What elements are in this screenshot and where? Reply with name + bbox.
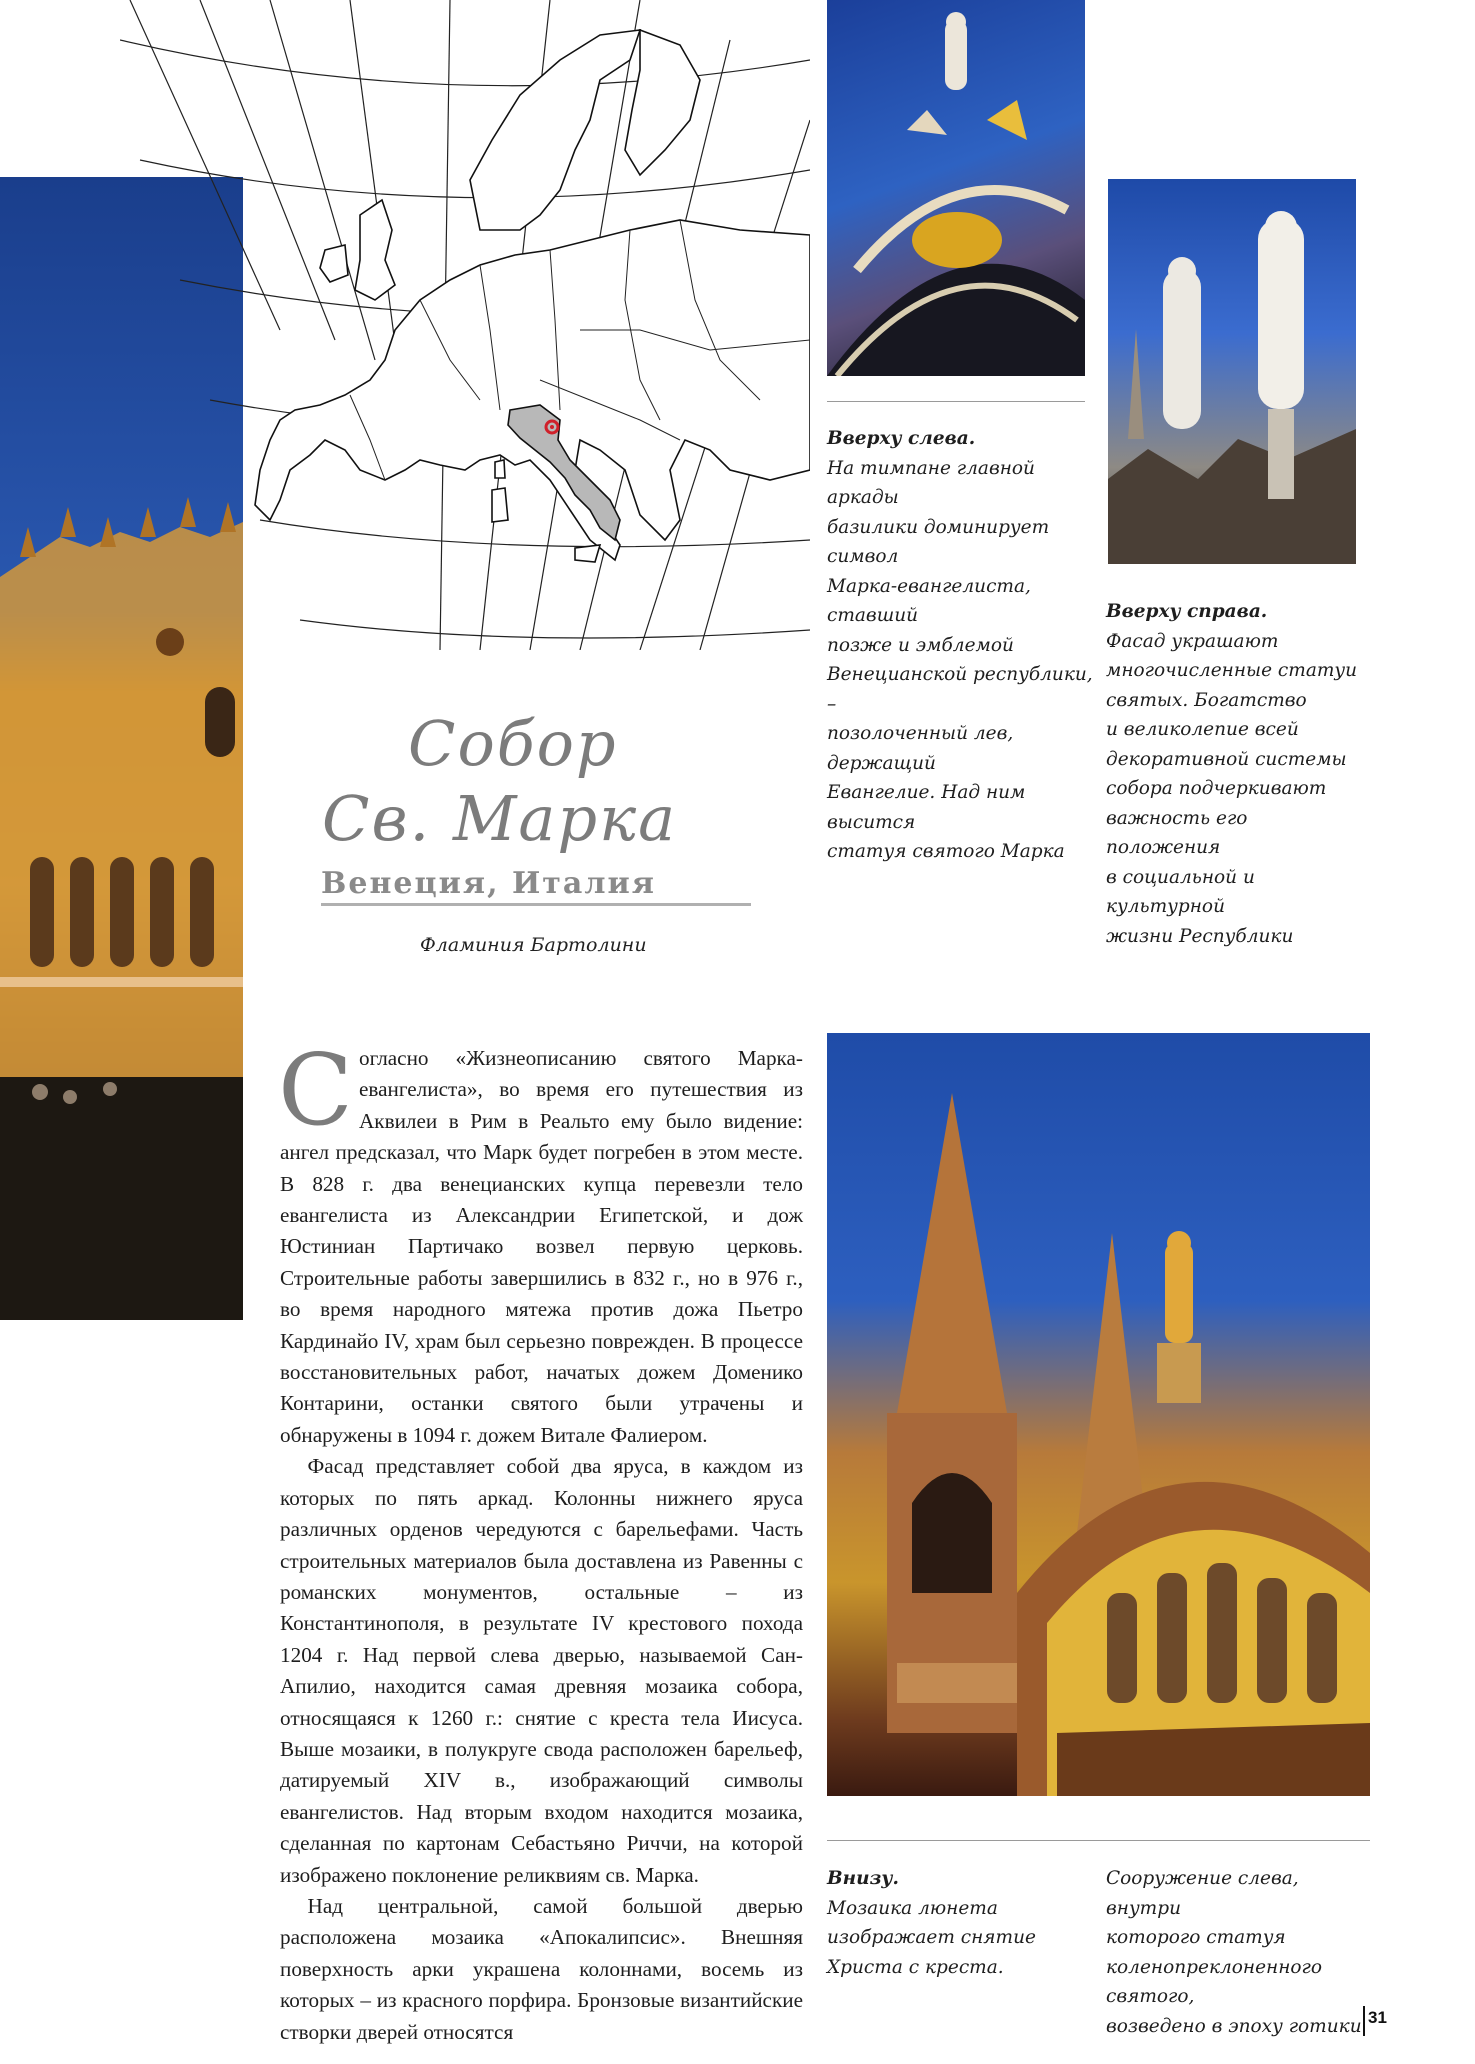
article-paragraph-2: Фасад представляет собой два яруса, в каждом из которых по пять аркад. Колонны нижнего яруса различных орденов чередуются с барельефами. Часть строительных материалов была доставлена из Равенны с романских монументов, остальные – из Константинополя, в результате IV крестового похода 1204 г. Над первой слева дверью, называемой Сан-Апилио, находится самая древняя мозаика собора, относящаяся к 1260 г.: снятие с креста тела Иисуса. Выше мозаики, в полукруге свода расположен барельеф, датируемый XIV в., изображающий символы евангелистов. Над вторым входом находится мозаика, сделанная по картонам Себастьяно Риччи, на которой изображено поклонение реликвиям св. Марка. <box>280 1454 803 1887</box>
paragraph-text: огласно «Жизнеописанию святого Марка-евангелиста», во время его путешествия из Аквилеи в Рим в Реальто ему было видение: ангел предсказал, что Марк будет погребен в этом месте. В 828 г. два венецианских купца перевезли тело евангелиста из Александрии Египетской, и дож Юстиниан Партичако возвел первую церковь. Строительные работы завершились в 832 г., но в 976 г., во время народного мятежа против дожа Пьетро Кардинайо IV, храм был серьезно поврежден. В процессе восстановительных работ, начатых дожем Доменико Контарини, останки святого были утрачены и обнаружены в 1094 г. дожем Витале Фалиером. <box>280 1046 803 1447</box>
caption-rule-bottom <box>827 1840 1370 1841</box>
dropcap: С <box>278 1034 353 1148</box>
caption-line: Марка-евангелиста, ставший <box>827 575 1031 626</box>
photo-golden-lion-tympanum <box>827 0 1085 376</box>
article-paragraph-3: Над центральной, самой большой дверью расположена мозаика «Апокалипсис». Внешняя поверхность арки украшена колоннами, восемь из которых – из красного порфира. Бронзовые византийские створки дверей относятся <box>280 1893 803 2044</box>
article-title-line1: Собор <box>408 707 618 780</box>
caption-line: Сооружение слева, внутри <box>1106 1868 1299 1919</box>
caption-line: возведено в эпоху готики <box>1106 2015 1362 2037</box>
caption-line: позже и эмблемой <box>827 634 1014 656</box>
caption-heading: Внизу. <box>827 1868 899 1889</box>
caption-line: Мозаика люнета <box>827 1897 998 1919</box>
caption-bottom-right <box>1106 1864 1376 2041</box>
article-title-line2: Св. Марка <box>322 782 678 855</box>
caption-line: изображает снятие <box>827 1927 1036 1948</box>
caption-line: декоративной системы <box>1106 748 1347 770</box>
caption-bottom-left <box>827 1864 1067 1982</box>
caption-line: позолоченный лев, держащий <box>827 723 1014 774</box>
caption-line: Венецианской республики, – <box>827 664 1093 715</box>
caption-heading: Вверху слева. <box>827 428 976 449</box>
caption-line: в социальной и культурной <box>1106 866 1255 917</box>
caption-rule-top <box>827 401 1085 402</box>
caption-line: святых. Богатство <box>1106 689 1307 711</box>
caption-line: Евангелие. Над ним высится <box>827 782 1026 833</box>
subtitle-underline <box>321 903 751 906</box>
caption-line: статуя святого Марка <box>827 841 1065 862</box>
caption-line: Христа с креста. <box>827 1956 1004 1978</box>
caption-top-right <box>1106 597 1366 951</box>
caption-line: коленопреклоненного святого, <box>1106 1956 1323 2007</box>
caption-line: жизни Республики <box>1106 925 1294 947</box>
caption-line: и великолепие всей <box>1106 719 1299 740</box>
page-number-rule <box>1363 2006 1365 2036</box>
caption-line: собора подчеркивают <box>1106 778 1327 799</box>
caption-top-left <box>827 424 1097 867</box>
caption-line: Фасад украшают <box>1106 630 1279 652</box>
caption-line: базилики доминирует символ <box>827 516 1050 567</box>
caption-line: многочисленные статуи <box>1106 660 1358 681</box>
caption-line: На тимпане главной аркады <box>827 457 1035 508</box>
article-body <box>278 1034 803 2048</box>
caption-line: которого статуя <box>1106 1927 1286 1948</box>
photo-facade-mosaic <box>827 1033 1370 1796</box>
article-subtitle: Венеция, Италия <box>321 866 656 901</box>
caption-heading: Вверху справа. <box>1106 601 1268 622</box>
article-paragraph-1 <box>278 1034 803 1451</box>
page-number: 31 <box>1368 2008 1387 2027</box>
photo-facade-statues <box>1108 179 1356 564</box>
article-author: Фламиния Бартолини <box>420 934 647 956</box>
europe-map <box>120 0 810 650</box>
caption-line: важность его положения <box>1106 807 1248 858</box>
